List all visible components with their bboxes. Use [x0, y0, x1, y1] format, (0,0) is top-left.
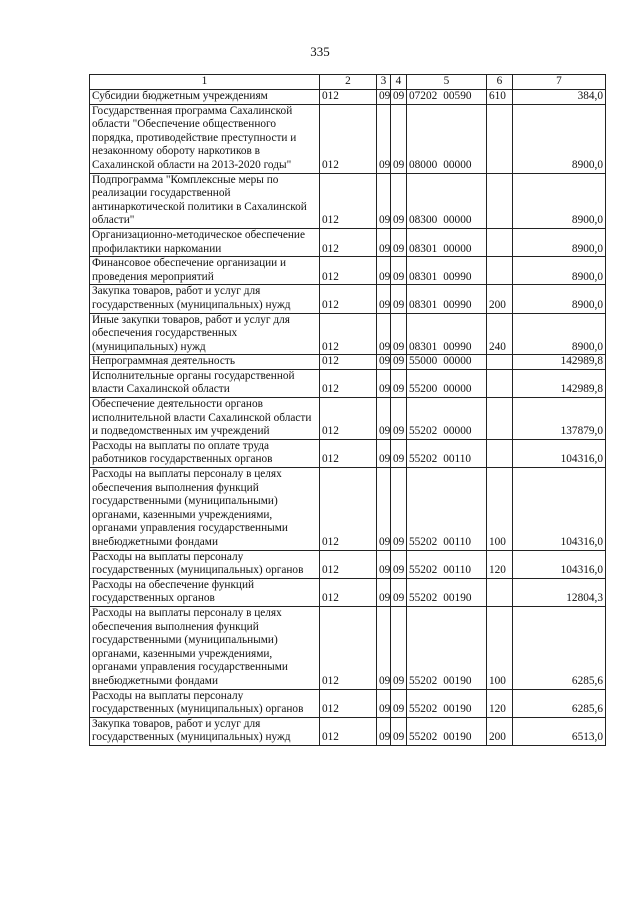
- row-name: Организационно-методическое обеспечение профилактики наркомании: [90, 228, 320, 256]
- row-target-code: [407, 468, 487, 551]
- row-subsection: 09: [391, 578, 407, 606]
- row-name: Исполнительные органы государственной власти Сахалинской области: [90, 369, 320, 397]
- row-expense-type: [487, 439, 513, 467]
- row-section: 09: [377, 355, 391, 370]
- row-target-code: [407, 104, 487, 173]
- table-row: [90, 439, 606, 467]
- table-row: [90, 228, 606, 256]
- row-ministry-code: 012: [320, 228, 377, 256]
- row-target-code: [407, 578, 487, 606]
- row-section: 09: [377, 104, 391, 173]
- column-header: 6: [487, 75, 513, 90]
- target-code-program: 55202: [409, 674, 438, 687]
- row-subsection: 09: [391, 285, 407, 313]
- row-subsection: 09: [391, 355, 407, 370]
- row-section: 09: [377, 257, 391, 285]
- row-ministry-code: 012: [320, 285, 377, 313]
- row-name: Расходы на выплаты персоналу государственных (муниципальных) органов: [90, 550, 320, 578]
- row-subsection: 09: [391, 173, 407, 228]
- row-section: 09: [377, 369, 391, 397]
- row-subsection: 09: [391, 606, 407, 689]
- row-ministry-code: 012: [320, 439, 377, 467]
- row-target-code: [407, 228, 487, 256]
- target-code-direction: 00190: [443, 674, 472, 687]
- row-expense-type: [487, 257, 513, 285]
- target-code-direction: 00990: [443, 340, 472, 353]
- target-code-direction: 00190: [443, 592, 472, 605]
- table-row: [90, 355, 606, 370]
- row-ministry-code: 012: [320, 313, 377, 355]
- row-expense-type: 100: [487, 468, 513, 551]
- page-number: 335: [310, 44, 330, 59]
- row-target-code: [407, 257, 487, 285]
- table-row: [90, 550, 606, 578]
- table-row: [90, 606, 606, 689]
- target-code-program: 55202: [409, 703, 438, 716]
- column-header: 3: [377, 75, 391, 90]
- column-header: 1: [90, 75, 320, 90]
- row-section: 09: [377, 689, 391, 717]
- table-body: [90, 90, 606, 746]
- row-target-code: [407, 439, 487, 467]
- target-code-program: 55202: [409, 425, 438, 438]
- row-section: 09: [377, 468, 391, 551]
- row-expense-type: 120: [487, 689, 513, 717]
- row-ministry-code: 012: [320, 369, 377, 397]
- row-section: 09: [377, 606, 391, 689]
- row-expense-type: [487, 173, 513, 228]
- target-code-direction: 00990: [443, 270, 472, 283]
- row-amount: 104316,0: [513, 468, 606, 551]
- target-code-program: 55202: [409, 564, 438, 577]
- target-code-program: 08300: [409, 214, 438, 227]
- target-code-direction: 00110: [443, 536, 472, 548]
- target-code-program: 55202: [409, 731, 438, 744]
- column-header: 7: [513, 75, 606, 90]
- row-expense-type: 100: [487, 606, 513, 689]
- row-target-code: [407, 90, 487, 105]
- row-ministry-code: 012: [320, 550, 377, 578]
- row-name: Расходы на выплаты по оплате труда работников государственных органов: [90, 439, 320, 467]
- target-code-program: 55202: [409, 453, 438, 466]
- target-code-direction: 00110: [443, 453, 472, 466]
- row-amount: 384,0: [513, 90, 606, 105]
- table-row: [90, 285, 606, 313]
- row-ministry-code: 012: [320, 717, 377, 745]
- target-code-program: 55202: [409, 536, 438, 548]
- row-expense-type: 200: [487, 285, 513, 313]
- row-amount: 6513,0: [513, 717, 606, 745]
- table-row: [90, 369, 606, 397]
- row-ministry-code: 012: [320, 398, 377, 440]
- target-code-program: 55202: [409, 592, 438, 605]
- row-amount: 142989,8: [513, 355, 606, 370]
- row-expense-type: 240: [487, 313, 513, 355]
- row-name: Закупка товаров, работ и услуг для государственных (муниципальных) нужд: [90, 717, 320, 745]
- row-subsection: 09: [391, 228, 407, 256]
- target-code-program: 08301: [409, 242, 438, 255]
- row-expense-type: [487, 355, 513, 370]
- table-row: [90, 313, 606, 355]
- table-row: [90, 90, 606, 105]
- row-target-code: [407, 173, 487, 228]
- row-expense-type: 610: [487, 90, 513, 105]
- row-section: 09: [377, 285, 391, 313]
- row-name: Расходы на обеспечение функций государственных органов: [90, 578, 320, 606]
- target-code-direction: 00000: [443, 383, 472, 396]
- row-subsection: 09: [391, 257, 407, 285]
- row-target-code: [407, 285, 487, 313]
- budget-table: [89, 74, 606, 746]
- row-name: Расходы на выплаты персоналу в целях обеспечения выполнения функций государственными (муниципальными) органами, казенными учреждениями, органами управления государственными внебюджетными фондами: [90, 606, 320, 689]
- row-name: Обеспечение деятельности органов исполнительной власти Сахалинской области и подведомственных им учреждений: [90, 398, 320, 440]
- row-amount: 104316,0: [513, 439, 606, 467]
- table-row: [90, 257, 606, 285]
- row-expense-type: [487, 104, 513, 173]
- header-row: [90, 75, 606, 90]
- row-expense-type: [487, 228, 513, 256]
- target-code-direction: 00590: [443, 90, 472, 102]
- row-section: 09: [377, 90, 391, 105]
- table-row: [90, 104, 606, 173]
- row-subsection: 09: [391, 90, 407, 105]
- target-code-program: 08301: [409, 270, 438, 283]
- target-code-direction: 00990: [443, 298, 472, 311]
- row-amount: 8900,0: [513, 313, 606, 355]
- row-subsection: 09: [391, 398, 407, 440]
- target-code-direction: 00000: [443, 425, 472, 438]
- row-ministry-code: 012: [320, 257, 377, 285]
- row-expense-type: [487, 578, 513, 606]
- row-name: Расходы на выплаты персоналу государственных (муниципальных) органов: [90, 689, 320, 717]
- target-code-direction: 00000: [443, 158, 472, 171]
- row-target-code: [407, 313, 487, 355]
- row-ministry-code: 012: [320, 468, 377, 551]
- target-code-program: 08301: [409, 298, 438, 311]
- row-section: 09: [377, 173, 391, 228]
- row-subsection: 09: [391, 369, 407, 397]
- row-expense-type: 200: [487, 717, 513, 745]
- column-header: 4: [391, 75, 407, 90]
- row-amount: 6285,6: [513, 606, 606, 689]
- row-subsection: 09: [391, 313, 407, 355]
- row-amount: 137879,0: [513, 398, 606, 440]
- target-code-program: 08301: [409, 340, 438, 353]
- row-section: 09: [377, 228, 391, 256]
- row-section: 09: [377, 313, 391, 355]
- target-code-direction: 00190: [443, 703, 472, 716]
- row-target-code: [407, 717, 487, 745]
- target-code-program: 07202: [409, 90, 438, 102]
- row-name: Непрограммная деятельность: [90, 355, 320, 370]
- table-row: [90, 689, 606, 717]
- row-expense-type: [487, 398, 513, 440]
- table-row: [90, 398, 606, 440]
- row-name: Иные закупки товаров, работ и услуг для обеспечения государственных (муниципальных) нужд: [90, 313, 320, 355]
- row-amount: 8900,0: [513, 228, 606, 256]
- row-subsection: 09: [391, 468, 407, 551]
- row-amount: 12804,3: [513, 578, 606, 606]
- row-target-code: [407, 606, 487, 689]
- row-section: 09: [377, 398, 391, 440]
- row-target-code: [407, 355, 487, 370]
- row-section: 09: [377, 439, 391, 467]
- row-name: Расходы на выплаты персоналу в целях обеспечения выполнения функций государственными (муниципальными) органами, казенными учреждениями, органами управления государственными внебюджетными фондами: [90, 468, 320, 551]
- target-code-direction: 00000: [443, 214, 472, 227]
- row-target-code: [407, 550, 487, 578]
- row-target-code: [407, 369, 487, 397]
- row-name: Субсидии бюджетным учреждениям: [90, 90, 320, 105]
- row-amount: 8900,0: [513, 257, 606, 285]
- row-ministry-code: 012: [320, 355, 377, 370]
- row-ministry-code: 012: [320, 90, 377, 105]
- row-ministry-code: 012: [320, 689, 377, 717]
- row-subsection: 09: [391, 717, 407, 745]
- row-name: Государственная программа Сахалинской области "Обеспечение общественного порядка, противодействие преступности и незаконному обороту наркотиков в Сахалинской области на 2013-2020 годы": [90, 104, 320, 173]
- row-name: Финансовое обеспечение организации и проведения мероприятий: [90, 257, 320, 285]
- row-section: 09: [377, 550, 391, 578]
- row-ministry-code: 012: [320, 606, 377, 689]
- row-subsection: 09: [391, 439, 407, 467]
- row-amount: 142989,8: [513, 369, 606, 397]
- row-ministry-code: 012: [320, 104, 377, 173]
- row-subsection: 09: [391, 689, 407, 717]
- target-code-direction: 00000: [443, 355, 472, 368]
- table-row: [90, 578, 606, 606]
- target-code-direction: 00000: [443, 242, 472, 255]
- row-amount: 104316,0: [513, 550, 606, 578]
- target-code-direction: 00110: [443, 564, 472, 577]
- table-row: [90, 173, 606, 228]
- column-header: 2: [320, 75, 377, 90]
- row-amount: 8900,0: [513, 104, 606, 173]
- row-subsection: 09: [391, 550, 407, 578]
- target-code-direction: 00190: [443, 731, 472, 744]
- target-code-program: 08000: [409, 158, 438, 171]
- target-code-program: 55000: [409, 355, 438, 368]
- column-header: 5: [407, 75, 487, 90]
- table-row: [90, 717, 606, 745]
- row-name: Закупка товаров, работ и услуг для государственных (муниципальных) нужд: [90, 285, 320, 313]
- target-code-program: 55200: [409, 383, 438, 396]
- row-section: 09: [377, 578, 391, 606]
- row-target-code: [407, 689, 487, 717]
- row-name: Подпрограмма "Комплексные меры по реализации государственной антинаркотической политики в Сахалинской области": [90, 173, 320, 228]
- row-expense-type: [487, 369, 513, 397]
- row-amount: 8900,0: [513, 285, 606, 313]
- row-amount: 6285,6: [513, 689, 606, 717]
- row-ministry-code: 012: [320, 578, 377, 606]
- row-expense-type: 120: [487, 550, 513, 578]
- row-target-code: [407, 398, 487, 440]
- table-row: [90, 468, 606, 551]
- row-ministry-code: 012: [320, 173, 377, 228]
- row-section: 09: [377, 717, 391, 745]
- row-subsection: 09: [391, 104, 407, 173]
- row-amount: 8900,0: [513, 173, 606, 228]
